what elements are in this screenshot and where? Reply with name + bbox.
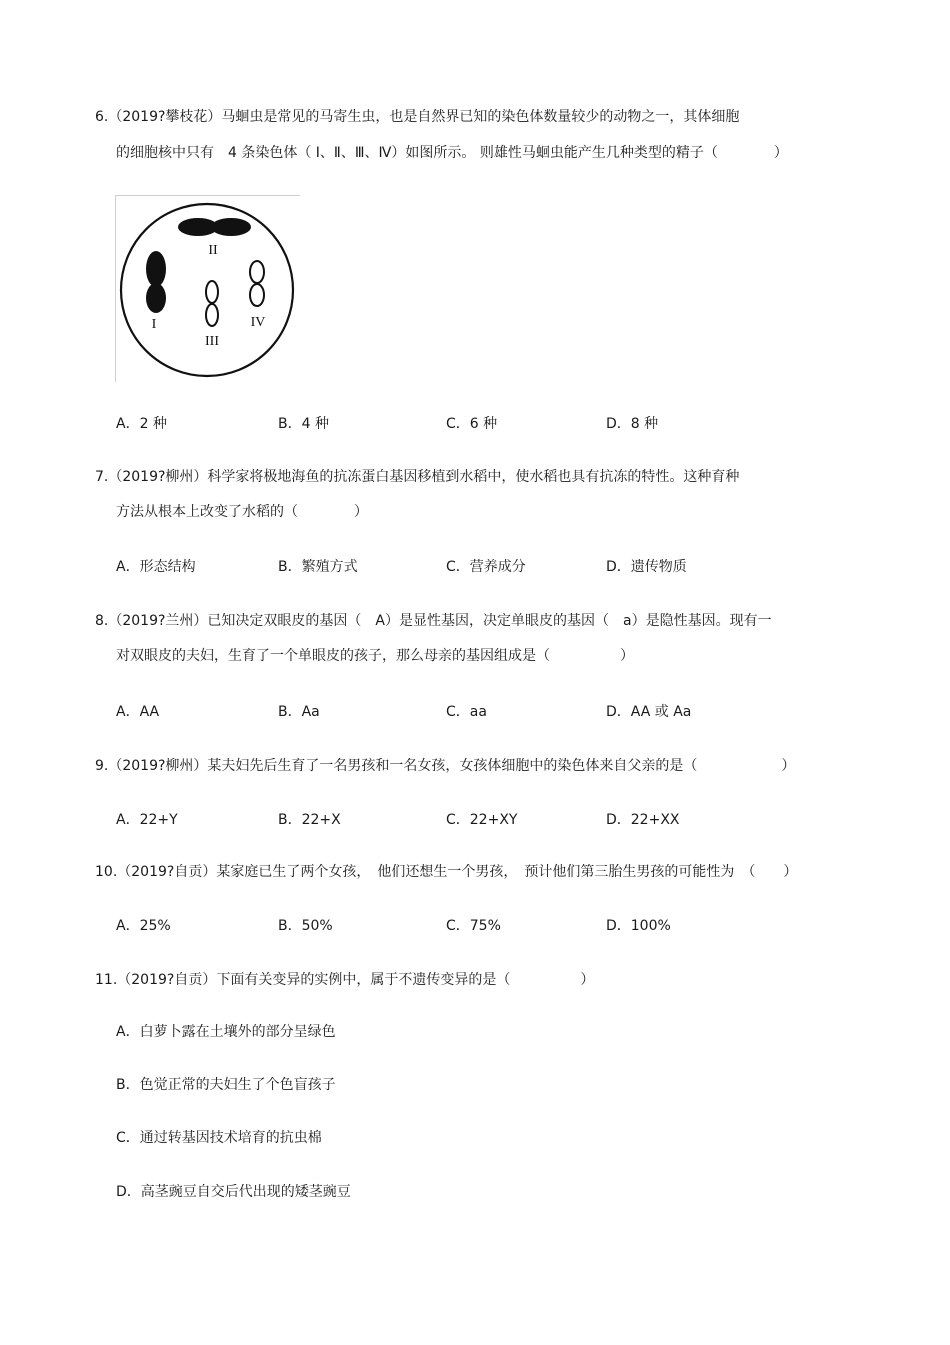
chromosome-figure [115,195,300,382]
q9-option-d: D．22+XX [606,812,680,828]
label-ii: II [208,243,218,258]
q6-option-c: C．6 种 [446,416,498,432]
chromosome-iii [206,281,218,326]
q6-stem-line2: 的细胞核中只有 4 条染色体（ Ⅰ、Ⅱ、Ⅲ、Ⅳ）如图所示。 则雄性马蛔虫能产生几种类型的精子（ ） [116,145,788,161]
q9-option-a: A．22+Y [116,812,178,828]
q9-option-c: C．22+XY [446,812,518,828]
q8-option-d: D．AA 或 Aa [606,704,692,720]
q11-option-d: D．高茎豌豆自交后代出现的矮茎豌豆 [116,1184,351,1200]
q7-option-b: B．繁殖方式 [278,559,358,575]
q8-option-c: C．aa [446,704,487,720]
q7-option-a: A．形态结构 [116,559,196,575]
q6-option-a: A．2 种 [116,416,167,432]
label-iii: III [205,334,219,349]
q6-option-b: B．4 种 [278,416,329,432]
q10-option-d: D．100% [606,918,671,934]
q9-option-b: B．22+X [278,812,341,828]
q7-option-d: D．遗传物质 [606,559,687,575]
q11-stem-line1: 11.（2019?自贡）下面有关变异的实例中，属于不遗传变异的是（ ） [95,972,595,988]
label-iv: IV [250,315,266,330]
label-i: I [151,317,157,332]
q6-option-d: D．8 种 [606,416,659,432]
q8-stem-line2: 对双眼皮的夫妇，生育了一个单眼皮的孩子，那么母亲的基因组成是（ ） [116,648,634,664]
q10-option-c: C．75% [446,918,501,934]
q11-option-b: B．色觉正常的夫妇生了个色盲孩子 [116,1077,336,1093]
chromosome-ii [178,218,251,236]
chromosome-i [146,251,166,313]
q7-option-c: C．营养成分 [446,559,526,575]
q9-stem-line1: 9.（2019?柳州）某夫妇先后生育了一名男孩和一名女孩，女孩体细胞中的染色体来自父亲的是（ ） [95,758,796,774]
q7-stem-line2: 方法从根本上改变了水稻的（ ） [116,504,368,520]
q8-stem-line1: 8.（2019?兰州）已知决定双眼皮的基因（ A）是显性基因，决定单眼皮的基因（ a）是隐性基因。现有一 [95,613,772,629]
q8-option-b: B．Aa [278,704,320,720]
chromosome-iv [250,261,264,306]
q7-stem-line1: 7.（2019?柳州）科学家将极地海鱼的抗冻蛋白基因移植到水稻中，使水稻也具有抗冻的特性。这种育种 [95,469,740,485]
q6-stem-line1: 6.（2019?攀枝花）马蛔虫是常见的马寄生虫，也是自然界已知的染色体数量较少的动物之一，其体细胞 [95,109,740,125]
chromosome-diagram [116,196,300,382]
q10-stem-line1: 10.（2019?自贡）某家庭已生了两个女孩， 他们还想生一个男孩， 预计他们第三胎生男孩的可能性为 （ ） [95,864,798,880]
q11-option-a: A．白萝卜露在土壤外的部分呈绿色 [116,1024,336,1040]
q10-option-b: B．50% [278,918,333,934]
q11-option-c: C．通过转基因技术培育的抗虫棉 [116,1130,322,1146]
q8-option-a: A．AA [116,704,160,720]
q10-option-a: A．25% [116,918,171,934]
